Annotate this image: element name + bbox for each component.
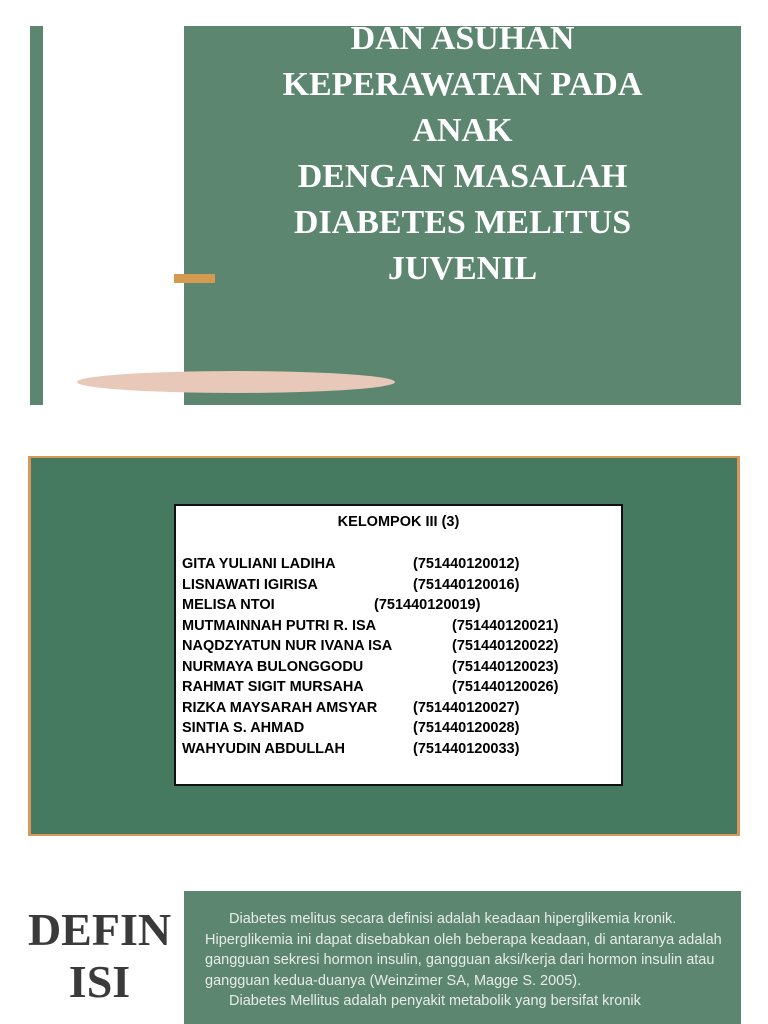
member-id: (751440120022) [452, 638, 559, 654]
decorative-ellipse [77, 371, 395, 393]
member-name: LISNAWATI IGIRISA [182, 576, 318, 593]
group-heading: KELOMPOK III (3) [337, 514, 460, 530]
title-panel [184, 26, 741, 405]
member-name: RAHMAT SIGIT MURSAHA [182, 679, 364, 695]
member-id: (751440120027) [413, 699, 520, 716]
title-line: ISI [68, 956, 131, 1007]
title-line: ANAK [412, 112, 513, 149]
member-id: (751440120028) [413, 720, 520, 736]
definition-panel [184, 891, 741, 1024]
member-id: (751440120033) [413, 740, 520, 757]
members-textbox [174, 504, 623, 786]
definition-title [22, 904, 177, 1008]
member-id: (751440120023) [452, 658, 559, 675]
member-id: (751440120016) [413, 576, 520, 593]
left-stripe [30, 26, 43, 405]
member-id: (751440120021) [452, 617, 559, 634]
accent-bar [174, 274, 215, 283]
paragraph: Diabetes Mellitus adalah penyakit metabolik yang bersifat kronik [229, 993, 641, 1009]
title-line: DIABETES MELITUS [293, 204, 632, 241]
member-name: RIZKA MAYSARAH AMSYAR [182, 699, 378, 716]
title-line: DEFIN [27, 904, 172, 955]
definition-text [205, 909, 723, 1012]
slide-title [184, 26, 741, 292]
title-line: KEPERAWATAN PADA [282, 66, 643, 103]
member-id: (751440120012) [413, 556, 520, 572]
title-line: DAN ASUHAN [350, 26, 575, 57]
member-name: WAHYUDIN ABDULLAH [182, 740, 345, 757]
member-name: MUTMAINNAH PUTRI R. ISA [182, 617, 377, 634]
member-id: (751440120019) [374, 597, 481, 613]
title-slide [0, 0, 768, 420]
member-id: (751440120026) [452, 679, 559, 695]
title-line: JUVENIL [387, 250, 538, 287]
member-name: MELISA NTOI [182, 597, 275, 613]
paragraph: Diabetes melitus secara definisi adalah keadaan hiperglikemia kronik. Hiperglikemia ini dapat disebabkan oleh beberapa keadaan, di antaranya adalah gangguan sekresi hormon insulin, gangguan aksi/kerja dari hormon insulin atau gangguan kedua-duanya (Weinzimer SA, Magge S. 2005). [205, 911, 722, 989]
member-name: NURMAYA BULONGGODU [182, 658, 364, 675]
member-name: NAQDZYATUN NUR IVANA ISA [182, 638, 393, 654]
title-line: DENGAN MASALAH [297, 158, 628, 195]
member-name: GITA YULIANI LADIHA [182, 556, 336, 572]
member-name: SINTIA S. AHMAD [182, 720, 305, 736]
